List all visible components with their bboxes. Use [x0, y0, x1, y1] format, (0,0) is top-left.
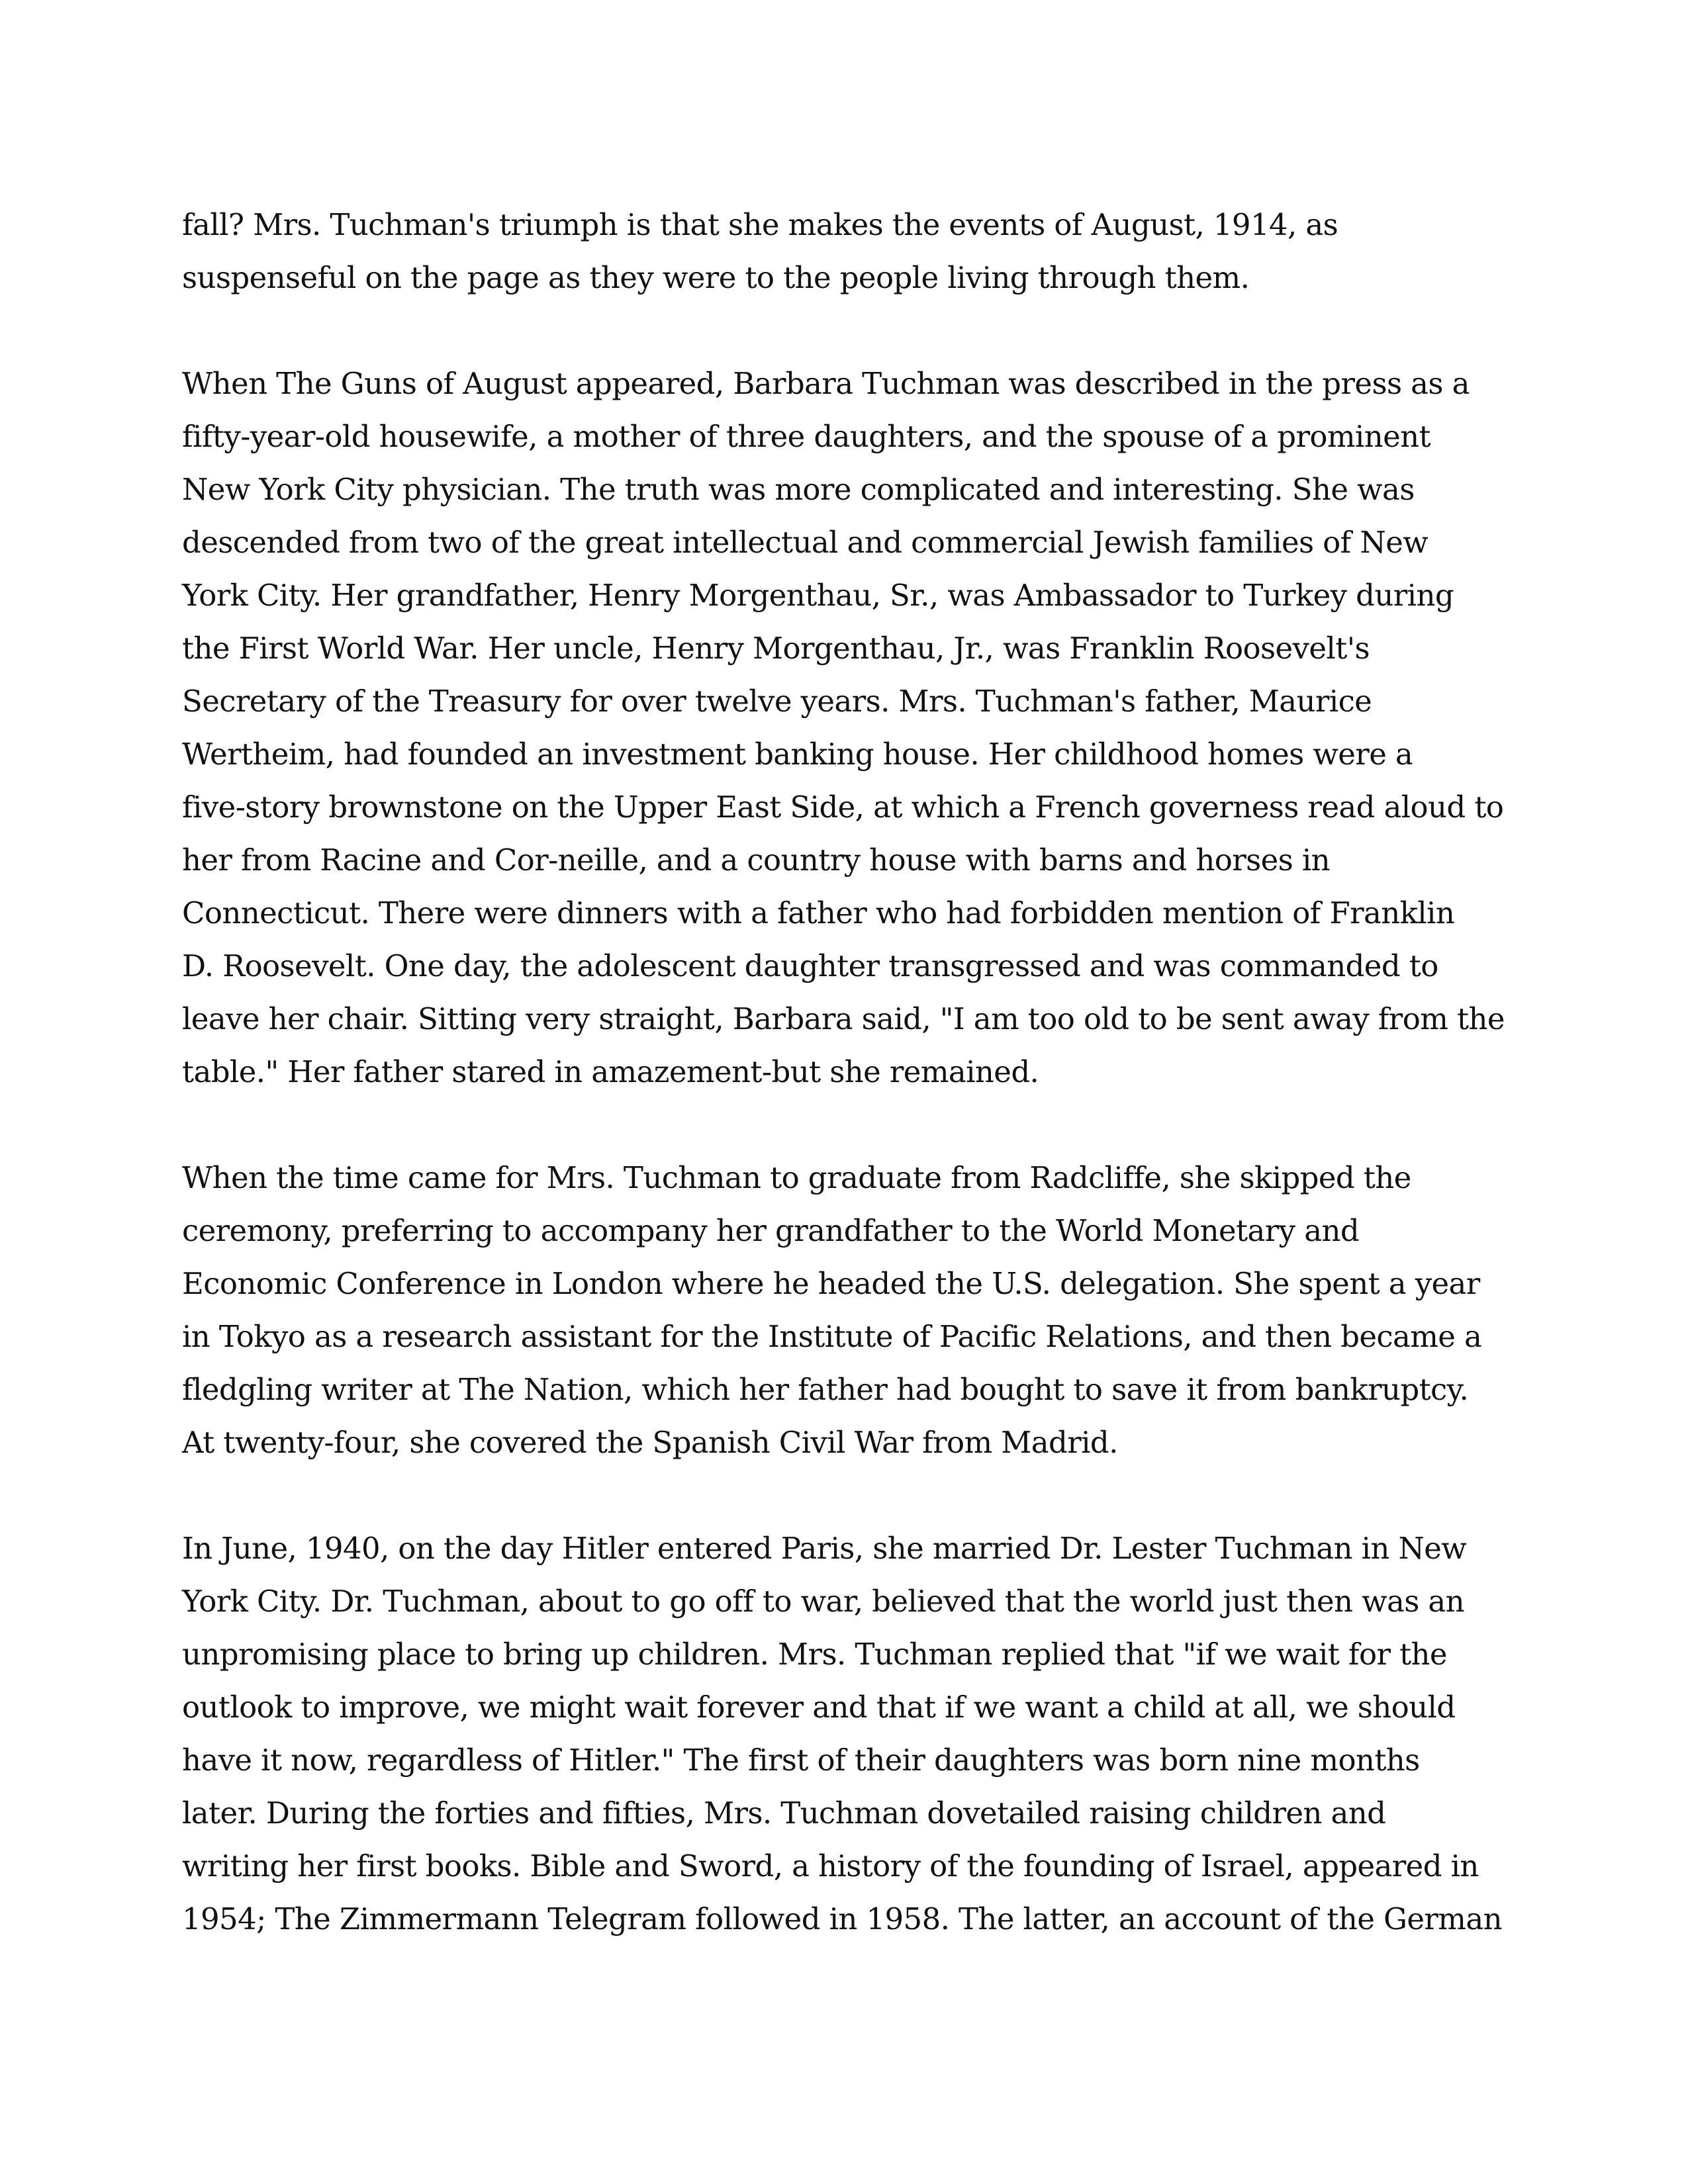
paragraph-3	[182, 1152, 1519, 1469]
text-line: fall? Mrs. Tuchman's triumph is that she makes the events of August, 1914, as	[182, 207, 1338, 242]
text-line: her from Racine and Cor-neille, and a country house with barns and horses in	[182, 842, 1331, 878]
text-line: ceremony, preferring to accompany her grandfather to the World Monetary and	[182, 1213, 1360, 1248]
paragraph-1	[182, 199, 1519, 304]
text-line: have it now, regardless of Hitler." The first of their daughters was born nine months	[182, 1743, 1420, 1778]
text-line: descended from two of the great intellectual and commercial Jewish families of New	[182, 525, 1429, 560]
text-line: Wertheim, had founded an investment banking house. Her childhood homes were a	[182, 737, 1413, 772]
text-line: 1954; The Zimmermann Telegram followed in 1958. The latter, an account of the German	[182, 1901, 1502, 1936]
text-line: York City. Dr. Tuchman, about to go off to war, believed that the world just then was an	[182, 1584, 1465, 1619]
paragraph-4	[182, 1522, 1519, 1946]
text-line: outlook to improve, we might wait forever and that if we want a child at all, we should	[182, 1690, 1456, 1725]
text-line: When the time came for Mrs. Tuchman to graduate from Radcliffe, she skipped the	[182, 1160, 1411, 1195]
paragraph-2	[182, 357, 1519, 1099]
text-line: Economic Conference in London where he headed the U.S. delegation. She spent a year	[182, 1266, 1480, 1301]
text-line: York City. Her grandfather, Henry Morgenthau, Sr., was Ambassador to Turkey during	[182, 578, 1454, 613]
text-line: five-story brownstone on the Upper East Side, at which a French governess read aloud to	[182, 790, 1504, 825]
text-line: in Tokyo as a research assistant for the Institute of Pacific Relations, and then became a	[182, 1319, 1482, 1354]
text-line: the First World War. Her uncle, Henry Morgenthau, Jr., was Franklin Roosevelt's	[182, 631, 1370, 666]
text-line: fledgling writer at The Nation, which her father had bought to save it from bankruptcy.	[182, 1372, 1469, 1407]
text-line: Secretary of the Treasury for over twelve years. Mrs. Tuchman's father, Maurice	[182, 684, 1372, 719]
text-line: Connecticut. There were dinners with a father who had forbidden mention of Franklin	[182, 895, 1455, 931]
text-line: suspenseful on the page as they were to the people living through them.	[182, 260, 1250, 295]
text-line: later. During the forties and fifties, Mrs. Tuchman dovetailed raising children and	[182, 1796, 1386, 1831]
text-line: table." Her father stared in amazement-but she remained.	[182, 1054, 1039, 1089]
text-line: In June, 1940, on the day Hitler entered Paris, she married Dr. Lester Tuchman in New	[182, 1531, 1467, 1566]
text-line: New York City physician. The truth was more complicated and interesting. She was	[182, 472, 1415, 507]
text-line: unpromising place to bring up children. Mrs. Tuchman replied that "if we wait for the	[182, 1637, 1447, 1672]
text-line: fifty-year-old housewife, a mother of three daughters, and the spouse of a prominent	[182, 419, 1430, 454]
text-line: D. Roosevelt. One day, the adolescent daughter transgressed and was commanded to	[182, 948, 1438, 983]
text-line: writing her first books. Bible and Sword, a history of the founding of Israel, appeared in	[182, 1848, 1479, 1884]
text-line: When The Guns of August appeared, Barbara Tuchman was described in the press as a	[182, 366, 1470, 401]
text-line: At twenty-four, she covered the Spanish Civil War from Madrid.	[182, 1425, 1118, 1460]
text-line: leave her chair. Sitting very straight, Barbara said, "I am too old to be sent away from the	[182, 1001, 1505, 1036]
